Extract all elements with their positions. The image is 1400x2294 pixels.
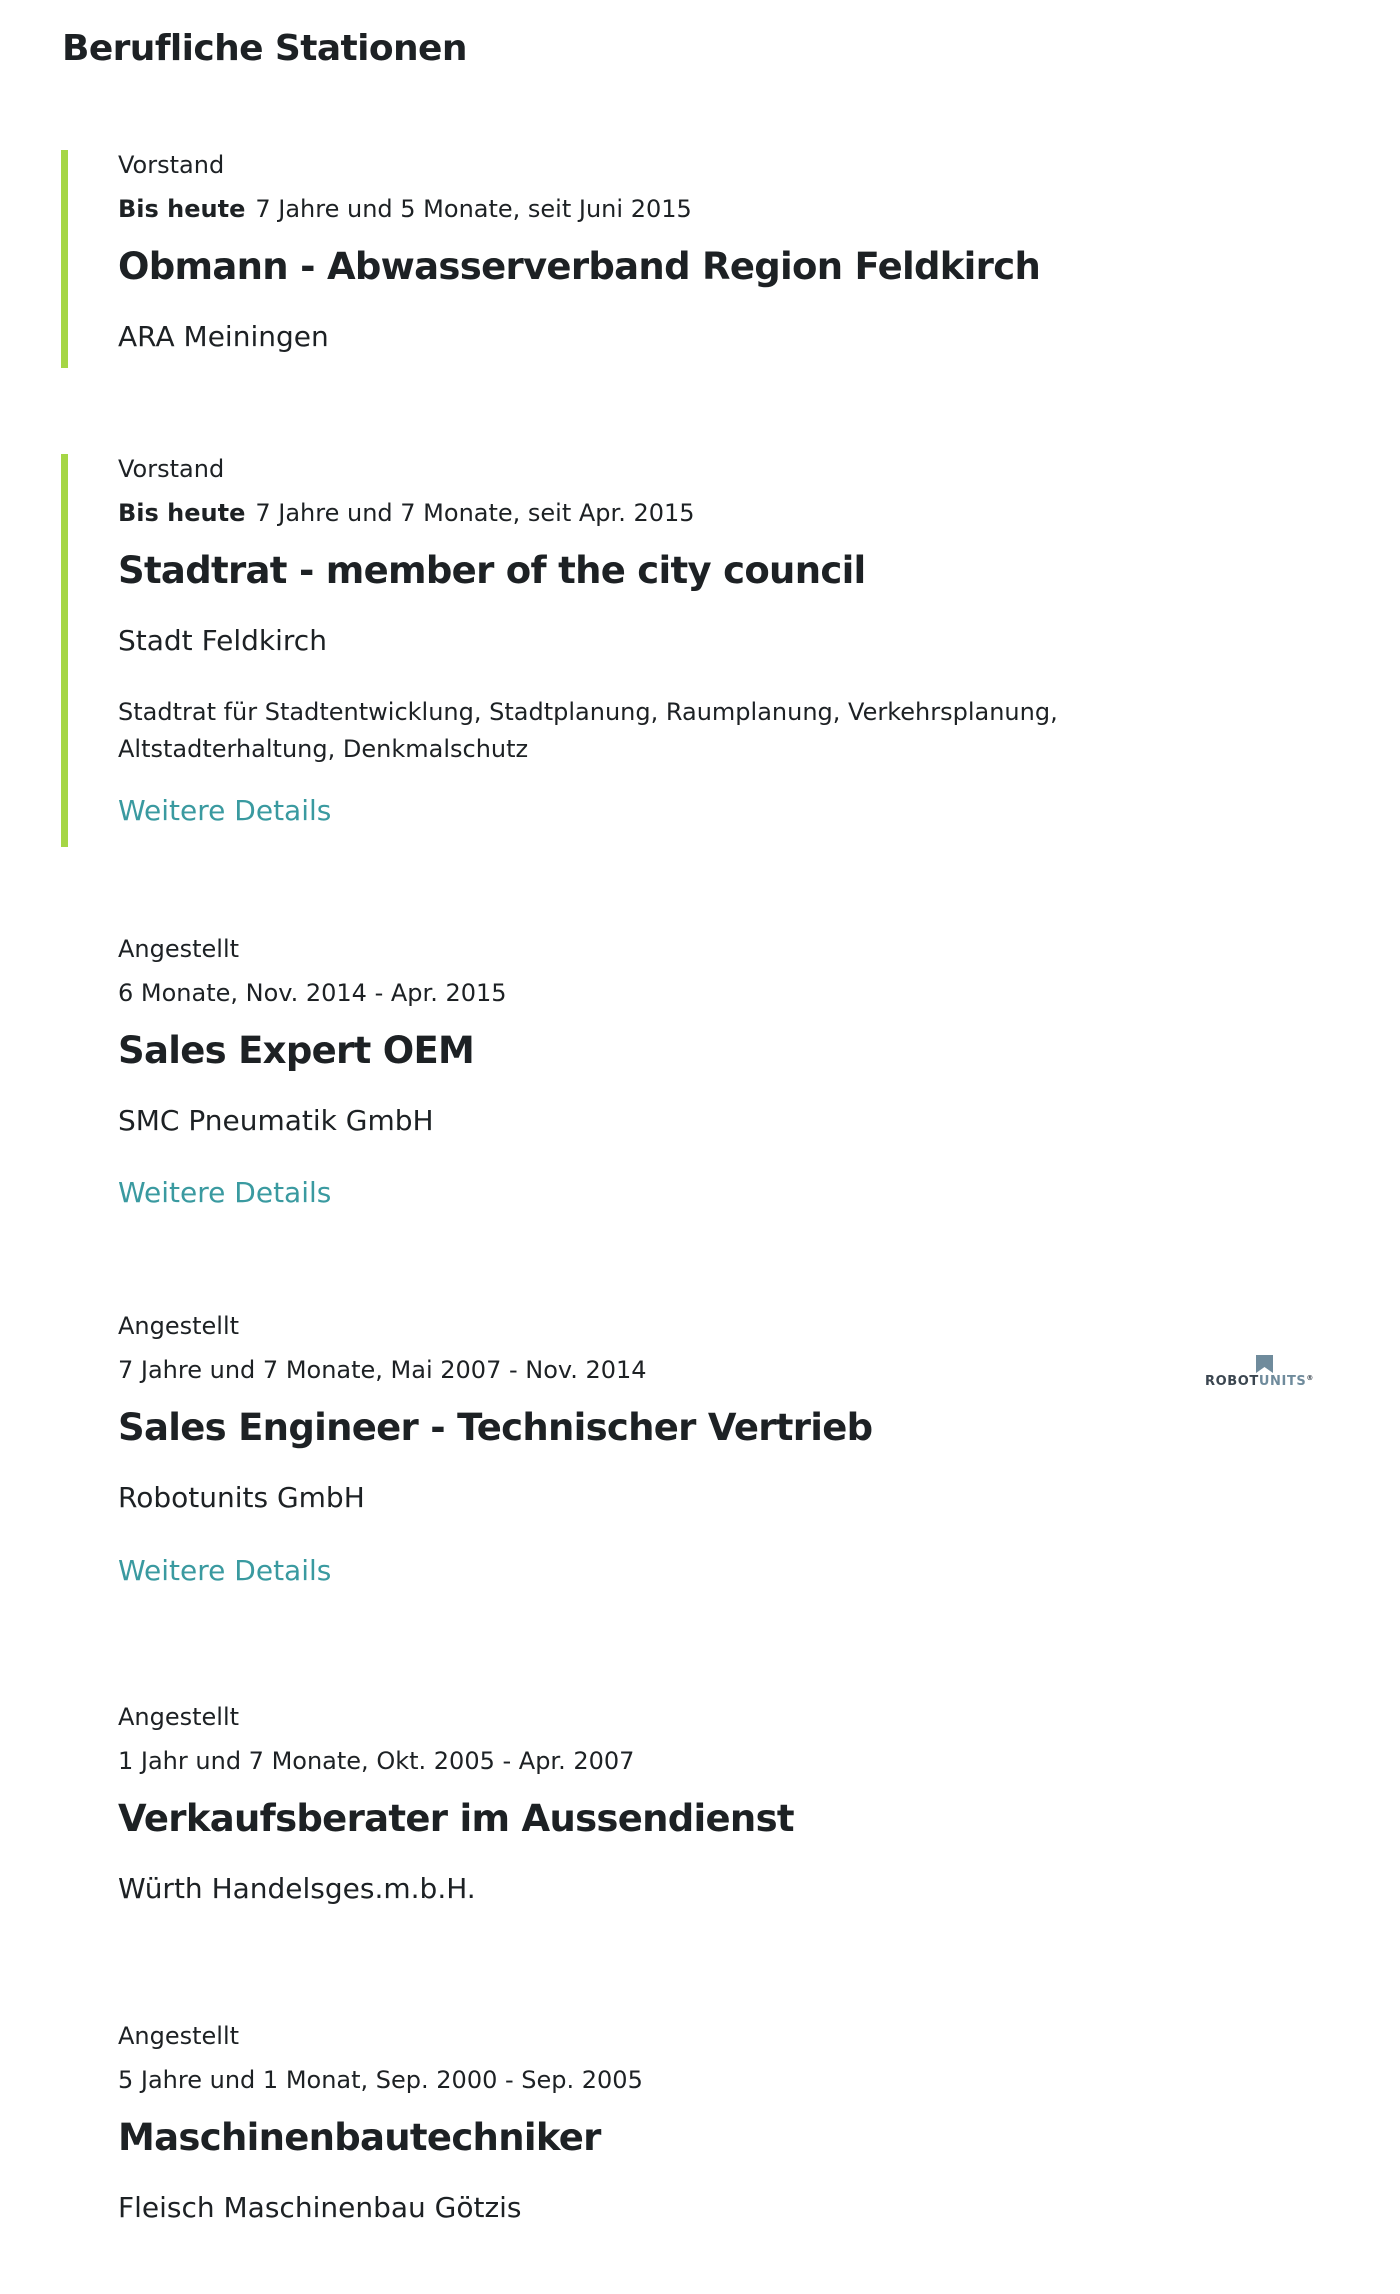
duration-text: 7 Jahre und 5 Monate, seit Juni 2015 <box>255 195 692 223</box>
logo-wordmark: ROBOTUNITS® <box>1205 1374 1315 1389</box>
entry-duration <box>118 1355 647 1385</box>
entry-type: Angestellt <box>118 2022 240 2050</box>
entry-content <box>118 150 1058 368</box>
career-entry <box>0 1702 1400 1932</box>
logo-flag-icon <box>1256 1355 1273 1373</box>
company-name: SMC Pneumatik GmbH <box>118 1104 434 1137</box>
current-label: Bis heute <box>118 499 246 527</box>
job-title: Stadtrat - member of the city council <box>118 549 866 592</box>
career-entry <box>0 150 1400 368</box>
career-entry <box>0 454 1400 847</box>
duration-text: 5 Jahre und 1 Monat, Sep. 2000 - Sep. 2005 <box>118 2066 643 2094</box>
entry-type: Angestellt <box>118 1312 240 1340</box>
more-details-link[interactable]: Weitere Details <box>118 794 332 827</box>
job-title: Obmann - Abwasserverband Region Feldkirch <box>118 245 1041 288</box>
entry-content <box>118 1311 1058 1601</box>
company-name: Stadt Feldkirch <box>118 624 327 657</box>
entry-duration <box>118 498 695 528</box>
career-entry <box>0 1311 1400 1601</box>
job-title: Sales Expert OEM <box>118 1029 475 1072</box>
entry-type: Angestellt <box>118 935 240 963</box>
entry-duration <box>118 194 692 224</box>
job-title: Maschinenbautechniker <box>118 2116 601 2159</box>
entry-duration <box>118 978 507 1008</box>
company-name: Robotunits GmbH <box>118 1481 365 1514</box>
job-description: Stadtrat für Stadtentwicklung, Stadtplanung, Raumplanung, Verkehrsplanung, Altstadterhaltung, Denkmalschutz <box>118 698 1058 763</box>
current-position-bar <box>61 150 68 368</box>
current-position-bar <box>61 454 68 847</box>
entry-duration <box>118 2065 643 2095</box>
company-name: Fleisch Maschinenbau Götzis <box>118 2191 522 2224</box>
entry-duration <box>118 1746 634 1776</box>
company-name: ARA Meiningen <box>118 320 329 353</box>
entry-content <box>118 2021 1058 2251</box>
current-label: Bis heute <box>118 195 246 223</box>
job-title: Sales Engineer - Technischer Vertrieb <box>118 1406 873 1449</box>
entry-content <box>118 934 1058 1224</box>
duration-text: 1 Jahr und 7 Monate, Okt. 2005 - Apr. 2007 <box>118 1747 635 1775</box>
job-title: Verkaufsberater im Aussendienst <box>118 1797 794 1840</box>
duration-text: 7 Jahre und 7 Monate, Mai 2007 - Nov. 2014 <box>118 1356 647 1384</box>
duration-text: 7 Jahre und 7 Monate, seit Apr. 2015 <box>255 499 695 527</box>
entry-content <box>118 1702 1058 1932</box>
career-entry <box>0 2021 1400 2251</box>
more-details-link[interactable]: Weitere Details <box>118 1176 332 1209</box>
section-title: Berufliche Stationen <box>62 28 467 69</box>
company-name: Würth Handelsges.m.b.H. <box>118 1872 476 1905</box>
entry-type: Vorstand <box>118 151 225 179</box>
robotunits-logo <box>1205 1355 1325 1389</box>
entry-type: Angestellt <box>118 1703 240 1731</box>
entry-type: Vorstand <box>118 455 225 483</box>
career-entry <box>0 934 1400 1224</box>
entry-content <box>118 454 1058 847</box>
more-details-link[interactable]: Weitere Details <box>118 1554 332 1587</box>
duration-text: 6 Monate, Nov. 2014 - Apr. 2015 <box>118 979 507 1007</box>
